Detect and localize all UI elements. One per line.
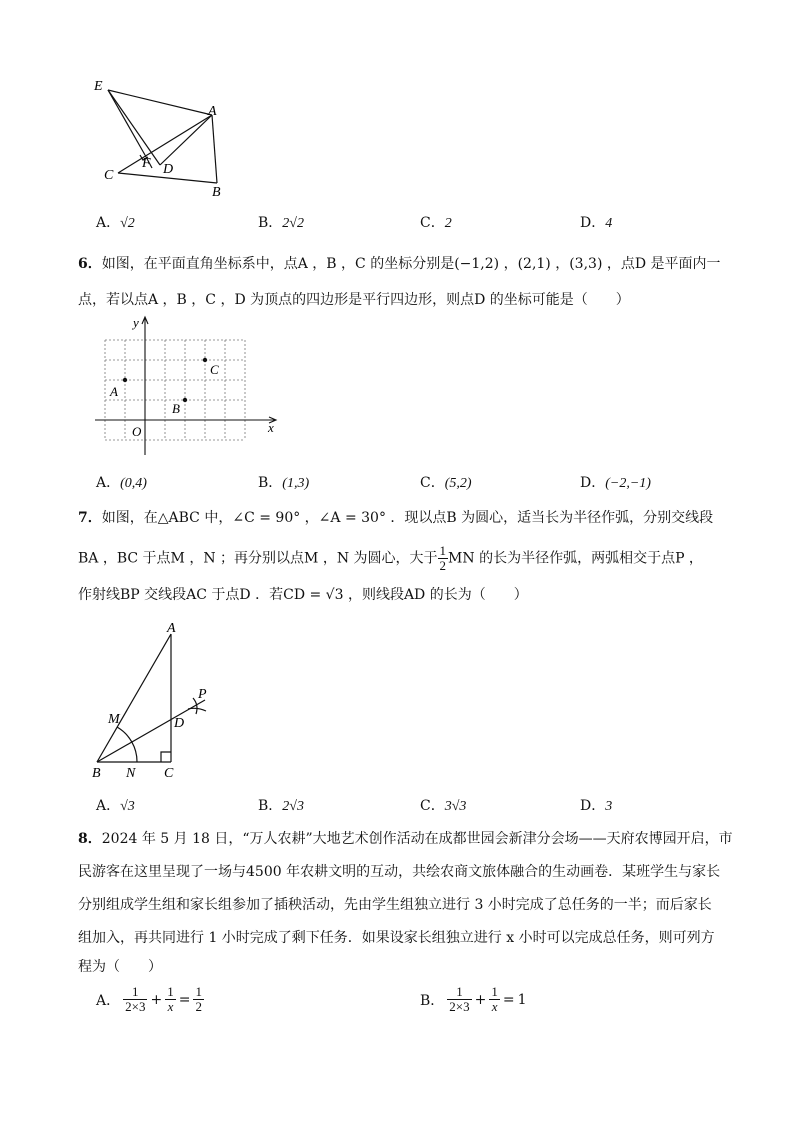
point-B bbox=[183, 398, 187, 402]
q5-label-E: E bbox=[94, 79, 103, 94]
q8-stem-line2: 民游客在这里呈现了一场与4500 年农耕文明的互动，共绘农商文旅体融合的生动画卷．某班学生与家长 bbox=[78, 864, 721, 880]
q7-option-a[interactable]: A．√3 bbox=[96, 798, 135, 814]
q5-label-F: F bbox=[142, 156, 151, 171]
point-C bbox=[203, 358, 207, 362]
q7-fraction: $\frac{1}{2}$ bbox=[439, 543, 447, 573]
q8-stem-line4: 组加入，再共同进行 1 小时完成了剩下任务．如果设家长组独立进行 x 小时可以完成总任务，则可列方 bbox=[78, 930, 715, 946]
q6-stem-line2: 点，若以点A ，B ，C ，D 为顶点的四边形是平行四边形，则点D 的坐标可能是（ ） bbox=[78, 292, 630, 308]
q7-stem-line3: 作射线BP 交线段AC 于点D ．若CD = √3 ，则线段AD 的长为（ ） bbox=[78, 587, 528, 603]
q6-label-O: O bbox=[132, 424, 142, 439]
point-A bbox=[123, 378, 127, 382]
q5-label-C: C bbox=[104, 168, 114, 183]
q7-stem-line2: BA ，BC 于点M ，N ；再分别以点M ，N 为圆心，大于 $\frac{1}{2}$ MN 的长为半径作弧，两弧相交于点P ， bbox=[78, 543, 703, 573]
right-angle-C bbox=[161, 752, 171, 762]
q7-option-d[interactable]: D．3 bbox=[580, 798, 613, 814]
q5-label-B: B bbox=[212, 185, 221, 200]
q6-label-C: C bbox=[210, 362, 219, 377]
q8-option-a[interactable]: A． $\frac{1}{2\times 3}$ + $\frac{1}{x}$ = $\frac{1}{2}$ bbox=[96, 984, 202, 1014]
seg-AD bbox=[160, 115, 212, 165]
q5-label-A: A bbox=[208, 104, 217, 119]
q6-label-x: x bbox=[268, 420, 274, 435]
q7-option-c[interactable]: C．3√3 bbox=[420, 798, 467, 814]
q5-option-c[interactable]: C．2 bbox=[420, 215, 452, 231]
q6-label-A: A bbox=[110, 384, 118, 399]
q6-option-a[interactable]: A．(0,4) bbox=[96, 475, 147, 491]
q7-label-M: M bbox=[108, 712, 120, 727]
q7-figure bbox=[85, 615, 225, 780]
q8-option-b[interactable]: B． $\frac{1}{2\times 3}$ + $\frac{1}{x}$ = 1 bbox=[420, 984, 527, 1014]
q8-stem-line5: 程为（ ） bbox=[78, 959, 162, 975]
q7-option-b[interactable]: B．2√3 bbox=[258, 798, 304, 814]
q5-option-a[interactable]: A．√2 bbox=[96, 215, 135, 231]
q8-stem-line3: 分别组成学生组和家长组参加了插秧活动，先由学生组独立进行 3 小时完成了总任务的一半；而后家长 bbox=[78, 897, 712, 913]
q5-option-d[interactable]: D．4 bbox=[580, 215, 613, 231]
seg-AB bbox=[97, 634, 171, 762]
q6-label-y: y bbox=[133, 315, 139, 330]
q7-label-A: A bbox=[167, 621, 176, 636]
q6-option-d[interactable]: D．(−2,−1) bbox=[580, 475, 651, 491]
q8-stem-line1: 8．2024 年 5 月 18 日，“万人农耕”大地艺术创作活动在成都世园会新津分会场——天府农博园开启，市 bbox=[78, 831, 733, 847]
q6-option-b[interactable]: B．(1,3) bbox=[258, 475, 310, 491]
q7-label-D: D bbox=[174, 716, 185, 731]
seg-AB bbox=[212, 115, 217, 183]
q7-label-C: C bbox=[164, 766, 174, 780]
q7-label-B: B bbox=[92, 766, 101, 780]
q7-label-N: N bbox=[126, 766, 136, 780]
q5-label-D: D bbox=[163, 162, 174, 177]
q5-figure bbox=[90, 75, 235, 200]
q6-coordinate-grid bbox=[85, 310, 285, 460]
seg-EC bbox=[108, 90, 145, 155]
q7-stem-line1: 7．如图，在△ABC 中，∠C = 90° ，∠A = 30° ．现以点B 为圆心，适当长为半径作弧，分别交线段 bbox=[78, 510, 714, 526]
seg-EA bbox=[108, 90, 212, 115]
q6-stem-line1: 6．如图，在平面直角坐标系中，点A ，B ，C 的坐标分别是(−1,2) ，(2,1) ，(3,3) ，点D 是平面内一 bbox=[78, 256, 721, 272]
q6-option-c[interactable]: C．(5,2) bbox=[420, 475, 472, 491]
q5-option-b[interactable]: B．2√2 bbox=[258, 215, 304, 231]
q7-label-P: P bbox=[198, 687, 207, 702]
q6-label-B: B bbox=[172, 401, 180, 416]
seg-ED bbox=[108, 90, 160, 165]
